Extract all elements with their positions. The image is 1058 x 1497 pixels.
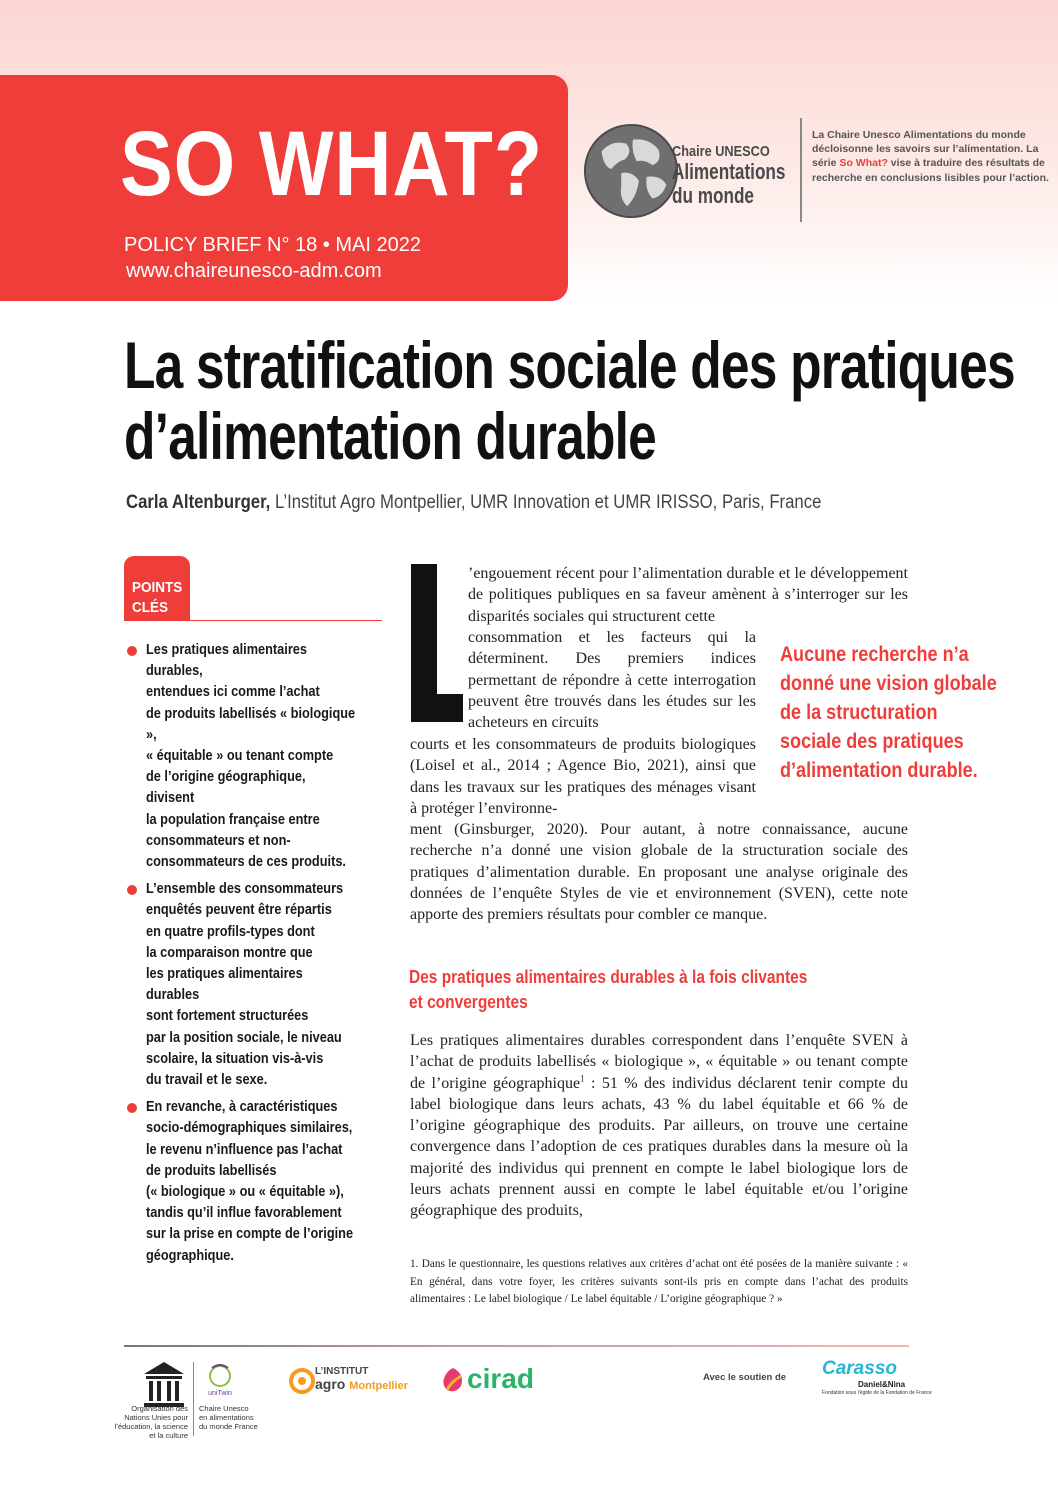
footer-divider [124, 1345, 909, 1347]
series-description: La Chaire Unesco Alimentations du monde décloisonne les savoirs sur l’alimentation. La série So What? vise à traduire des résultats de recherche en conclusions lisibles pour l’action. [812, 129, 1049, 184]
intro-paragraph: ’engouement récent pour l’alimentation durable et le développement de politiques publiques en sa faveur amènent à s’interroger sur les disparités sociales qui structurent cette [468, 565, 908, 625]
footnote-reference[interactable]: 1 [580, 1073, 585, 1084]
institut-agro-logo: L’INSTITUT agro Montpellier [289, 1366, 419, 1396]
intro-paragraph: consommation et les facteurs qui la déterminent. Des premiers indices permettant de répondre à cette interrogation peuvent être trouvés dans les études sur les acheteurs en circuits [468, 629, 756, 732]
key-points-rule [124, 620, 382, 621]
unesco-caption: Organisation des Nations Unies pour l’éducation, la science et la culture [114, 1404, 188, 1440]
chaire-unesco-logo [582, 122, 794, 222]
key-point-item: En revanche, à caractéristiques socio-démographiques similaires, le revenu n’influence pas l’achat de produits labellisés (« biologique » ou « équitable »), tandis qu’il influe favorablement sur la prise en compte de l’origine géographique. [126, 1097, 386, 1267]
intro-paragraph: courts et les consommateurs de produits biologiques (Loisel et al., 2014 ; Agence Bio, 2021), ainsi que dans les travaux sur les pratiques des ménages visant à protéger l’environne- [410, 736, 756, 817]
bullet-icon [127, 1103, 137, 1113]
drop-cap-letter [407, 564, 463, 722]
website-link[interactable]: www.chaireunesco-adm.com [126, 260, 382, 282]
cirad-logo: cirad [441, 1362, 541, 1398]
cirad-leaf-icon [441, 1366, 465, 1394]
carasso-logo: Carasso Daniel&Nina Fondation sous l’égide de la Fondation de France [822, 1358, 932, 1396]
pull-quote: Aucune recherche n’a donné une vision globale de la structuration sociale des pratiques d’alimentation durable. [780, 643, 997, 782]
bullet-icon [127, 646, 137, 656]
globe-icon [582, 122, 680, 220]
brief-number: POLICY BRIEF N° 18 • MAI 2022 [124, 234, 421, 256]
unesco-temple-icon [140, 1360, 188, 1410]
support-label: Avec le soutien de [703, 1372, 787, 1383]
intro-paragraph: ment (Ginsburger, 2020). Pour autant, à notre connaissance, aucune recherche n’a donné une vision globale de la structuration sociale des pratiques d’alimentation durable. En proposant une analyse originale des données de l’enquête Styles de vie et environnement (SVEN), cette note apporte des premiers résultats pour combler ce manque. [410, 821, 908, 924]
key-point-item: Les pratiques alimentaires durables, entendues ici comme l’achat de produits labellisés « biologique », « équitable » ou tenant compte de l’origine géographique, divisent la population française entre consommateurs et non- consommateurs de ces produits. [126, 640, 386, 873]
key-point-item: L’ensemble des consommateurs enquêtés peuvent être répartis en quatre profils-types dont la comparaison montre que les pratiques alimentaires durables sont fortement structurées par la position sociale, le niveau scolaire, la situation vis-à-vis du travail et le sexe. [126, 879, 386, 1091]
section-heading: Des pratiques alimentaires durables à la fois clivantes et convergentes [409, 967, 808, 1012]
key-points-label: POINTS CLÉS [132, 579, 183, 616]
agro-swirl-icon [289, 1368, 315, 1394]
unitwin-icon [198, 1360, 242, 1400]
unitwin-caption: Chaire Unesco en alimentations du monde France [199, 1404, 258, 1431]
footnote: 1. Dans le questionnaire, les questions relatives aux critères d’achat ont été posées de la manière suivante : « En général, dans votre foyer, les critères suivants sont-ils pris en compte dans l’achat des produits alimentaires : Le label biologique / Le label équitable / L’origine géographique ? » [410, 1258, 908, 1305]
svg-text:uniTwin: uniTwin [208, 1390, 232, 1397]
author-line: Carla Altenburger, L’Institut Agro Montpellier, UMR Innovation et UMR IRISSO, Paris, France [126, 492, 822, 513]
article-title: La stratification sociale des pratiques d’alimentation durable [124, 328, 1015, 473]
footer-logo-divider [193, 1362, 194, 1436]
bullet-icon [127, 885, 137, 895]
chaire-name: Chaire UNESCO Alimentations du monde [672, 143, 786, 208]
header-divider [800, 118, 802, 222]
key-points-list [126, 640, 386, 1273]
series-title: SO WHAT? [120, 113, 543, 215]
section-paragraph: Les pratiques alimentaires durables correspondent dans l’enquête SVEN à l’achat de produits labellisés « biologique », « équitable » ou tenant compte de l’origine géographique$^1$ : 51 % des individus déclarent tenir compte du label biologique dans leurs achats, 43 % du label équitable et 66 % de l’origine géographique des produits. Par ailleurs, on trouve une certaine convergence dans l’adoption de ces pratiques durables dans la mesure où la majorité des individus qui prennent en compte le label biologique lors de leurs achats prennent aussi en compte le label équitable et/ou l’origine géographique des produits, [410, 1032, 909, 1220]
